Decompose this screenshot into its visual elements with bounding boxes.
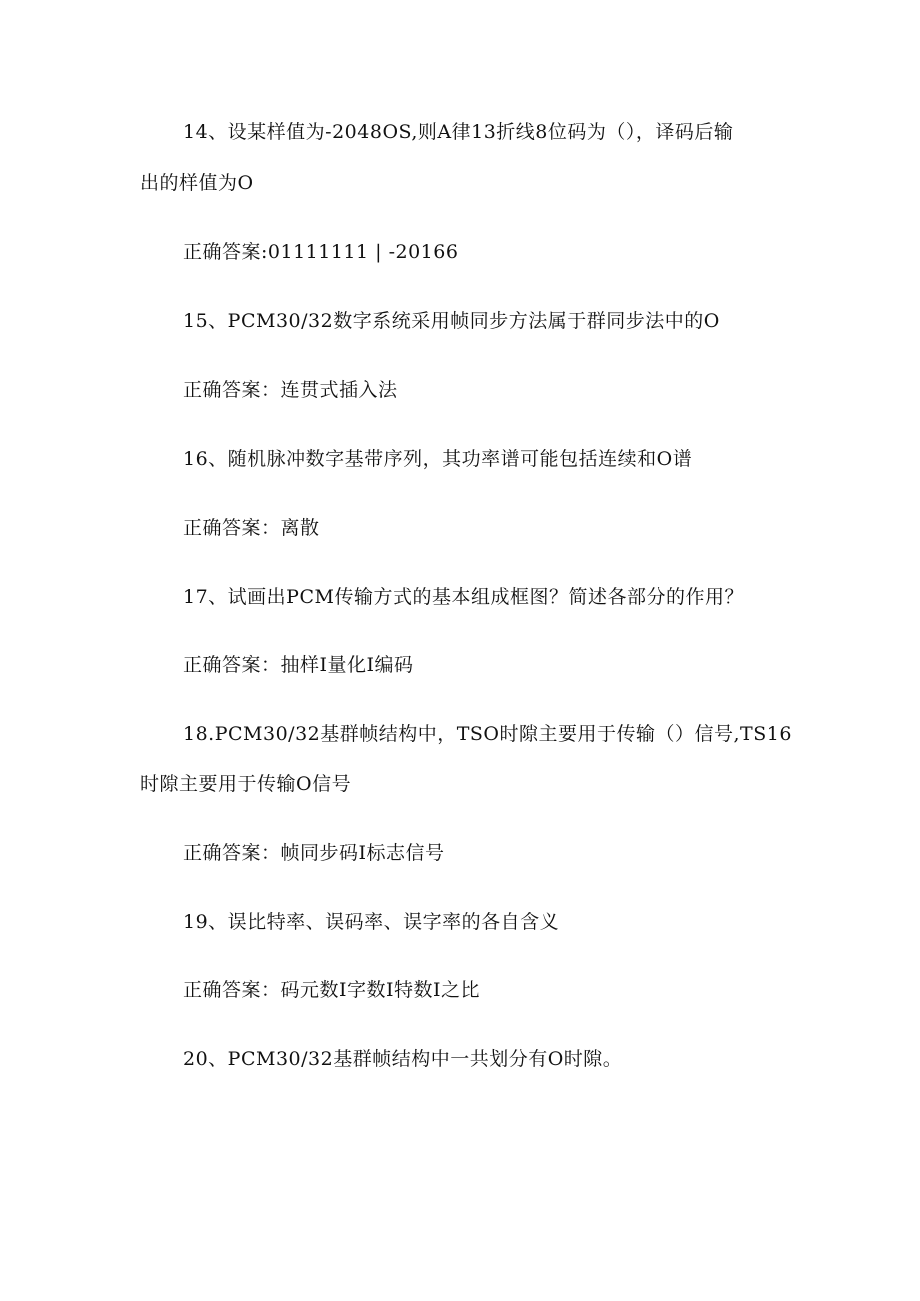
answer-15: 正确答案：连贯式插入法 — [183, 379, 398, 401]
question-16: 16、随机脉冲数字基带序列，其功率谱可能包括连续和O谱 — [183, 448, 693, 470]
answer-18: 正确答案：帧同步码I标志信号 — [183, 842, 445, 864]
question-20: 20、PCM30/32基群帧结构中一共划分有O时隙。 — [183, 1048, 623, 1070]
answer-16: 正确答案：离散 — [183, 517, 320, 539]
answer-19: 正确答案：码元数I字数I特数I之比 — [183, 979, 481, 1001]
question-18-line-1: 18.PCM30/32基群帧结构中，TSO时隙主要用于传输（）信号,TS16 — [183, 723, 792, 745]
question-14-line-2: 出的样值为O — [140, 172, 254, 194]
answer-17: 正确答案：抽样I量化I编码 — [183, 654, 414, 676]
question-17: 17、试画出PCM传输方式的基本组成框图？简述各部分的作用？ — [183, 586, 744, 608]
question-18-line-2: 时隙主要用于传输O信号 — [140, 773, 352, 795]
answer-14: 正确答案:01111111 | -20166 — [183, 241, 459, 263]
question-15: 15、PCM30/32数字系统采用帧同步方法属于群同步法中的O — [183, 310, 720, 332]
question-14-line-1: 14、设某样值为-2048OS,则A律13折线8位码为（），译码后输 — [183, 121, 734, 143]
question-19: 19、误比特率、误码率、误字率的各自含义 — [183, 911, 560, 933]
